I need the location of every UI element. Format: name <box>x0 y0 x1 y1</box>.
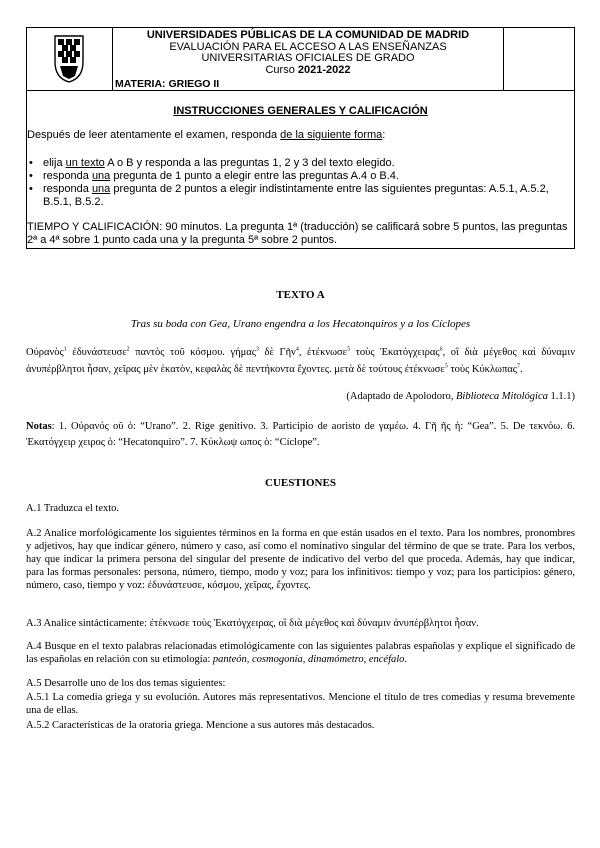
question-a4 <box>26 640 575 666</box>
bullet-icon: • <box>29 170 33 182</box>
course-line <box>113 65 503 77</box>
intro-underlined: de la siguiente forma <box>280 129 383 141</box>
greek-fragment: τοὺς Κύκλωπας <box>447 364 517 375</box>
course-label: Curso <box>265 63 298 76</box>
exam-header <box>26 27 575 91</box>
bullet-text: A o B y responda a las preguntas 1, 2 y 3 del texto elegido. <box>104 157 395 169</box>
time-and-grading: TIEMPO Y CALIFICACIÓN: 90 minutos. La pregunta 1ª (traducción) se calificará sobre 5 puntos, las preguntas 2ª a 4ª sobre 1 punto cada una y la pregunta 5ª sobre 2 puntos. <box>27 221 568 246</box>
greek-fragment: , οἳ διὰ μέγεθος καὶ δύναμιν ἀνυπέρβλητοι ἦσαν, χεῖρας μὲν ἑκατὸν, κεφαλὰς δὲ πεντήκοντα ἔχοντες. μετὰ δὲ τούτους ἐτέκνωσε <box>26 347 575 375</box>
greek-passage: Οὐρανὸς$^1$ ἐδυνάστευσε$^2$ παντὸς τοῦ κόσμου. γήμας$^3$ δὲ Γῆν$^4$, ἐτέκνωσε$^5$ τοὺς Ἑκατόγχειρας$^6$, οἳ διὰ μέγεθος καὶ δύναμιν ἀνυπέρβλητοι ἦσαν, χεῖρας μὲν ἑκατὸν, κεφαλὰς δὲ πεντήκοντα ἔχοντες. μετὰ δὲ τούτους ἐτέκνωσε$^5$ τοὺς Κύκλωπας$^7$. <box>26 346 575 375</box>
bullet-underlined: una <box>91 183 111 195</box>
header-text <box>113 30 503 76</box>
question-a5: A.5 Desarrolle uno de los dos temas siguientes: <box>26 678 226 689</box>
bullet-text: elija <box>43 157 66 169</box>
question-a3: A.3 Analice sintácticamente: ἐτέκνωσε τοὺς Ἑκατόγχειρας, οἳ διὰ μέγεθος καὶ δύναμιν ἀνυπέρβλητοι ἦσαν. <box>26 618 479 629</box>
subject-title: MATERIA: GRIEGO II <box>115 78 220 90</box>
note-ref: 1 <box>63 346 67 353</box>
greek-fragment: ἐδυνάστευσε <box>66 347 127 358</box>
course-value: 2021-2022 <box>297 63 351 76</box>
university-crest-icon <box>51 34 87 84</box>
source-work: Biblioteca Mitológica <box>456 391 548 402</box>
greek-fragment: Οὐρανὸς <box>26 347 64 358</box>
question-words: panteón, cosmogonía, dinamómetro, encéfalo <box>212 654 405 665</box>
bullet-icon: • <box>29 183 33 195</box>
bullet-text: B.5.1, B.5.2. <box>43 196 104 208</box>
greek-fragment: , ἐτέκνωσε <box>298 347 348 358</box>
note-ref: 5 <box>347 346 351 353</box>
greek-fragment: παντὸς τοῦ κόσμου. γήμας <box>129 347 256 358</box>
note-ref: 6 <box>439 346 443 353</box>
question-a5-1: A.5.1 La comedia griega y su evolución. Autores más representativos. Mencione el título de tres comedias y resuma brevemente una de ellas. <box>26 692 575 716</box>
question-a5-2: A.5.2 Características de la oratoria griega. Mencione a sus autores más destacados. <box>26 720 375 731</box>
greek-fragment: τοὺς Ἑκατόγχειρας <box>350 347 440 358</box>
bullet-text: pregunta de 2 puntos a elegir indistintamente entre las siguientes preguntas: A.5.1, A.5.2, <box>110 183 549 195</box>
question-text: . <box>404 654 408 665</box>
instructions-box <box>26 91 575 249</box>
instructions-title: INSTRUCCIONES GENERALES Y CALIFICACIÓN <box>173 105 428 117</box>
bullet-text: pregunta de 1 punto a elegir entre las preguntas A.4 o B.4. <box>110 170 399 182</box>
note-ref: 3 <box>255 346 259 353</box>
evaluation-title: EVALUACIÓN PARA EL ACCESO A LAS ENSEÑANZAS <box>169 40 447 53</box>
note-ref: 2 <box>126 346 130 353</box>
bullet-icon: • <box>29 157 33 169</box>
university-title: UNIVERSIDADES PÚBLICAS DE LA COMUNIDAD DE MADRID <box>146 29 470 41</box>
bullet-underlined: un texto <box>65 157 105 169</box>
note-ref: 5 <box>444 363 448 370</box>
question-a1: A.1 Traduzca el texto. <box>26 503 120 514</box>
source-text: 1.1.1) <box>547 391 575 402</box>
question-text: A.4 Busque en el texto palabras relacionadas etimológicamente con las siguientes palabras españolas y explique el significado de las españolas en relación con su etimología: <box>26 641 575 665</box>
notes-label: Notas <box>26 421 52 432</box>
questions-title: CUESTIONES <box>265 477 336 489</box>
note-ref: 4 <box>295 346 299 353</box>
question-a2: A.2 Analice morfológicamente los siguientes términos en la forma en que están usados en el texto. Para los nombres, pronombres y adjetivos, hay que indicar género, número y caso, así como el nominativo singular del término de que se trate. Para los verbos, hay que indicar la primera persona del singular del presente de indicativo del verbo del que proceda. Además, hay que indicar, para las formas personales: persona, número, tiempo, modo y voz; para los infinitivos: tiempo y voz; para los participios: género, número, caso, tiempo y voz: ἐδυνάστευσε, κόσμου, χεῖρας, ἔχοντες. <box>26 528 575 591</box>
logo-cell <box>27 28 113 90</box>
text-a-title: TEXTO A <box>276 289 325 301</box>
source-text: (Adaptado de Apolodoro, <box>346 391 457 402</box>
text-a-subtitle: Tras su boda con Gea, Urano engendra a los Hecatonquiros y a los Cíclopes <box>130 318 471 330</box>
bullet-text: responda <box>43 170 92 182</box>
intro-text: Después de leer atentamente el examen, responda <box>27 129 281 141</box>
notes-text: : 1. Οὐρανός οῦ ὁ: “Urano”. 2. Rige genitivo. 3. Participio de aoristo de γαμέω. 4. Γῆ ῆς ἡ: “Gea”. 5. De τεκνόω. 6. Ἑκατόγχειρ χειρος ὁ: “Hecatonquiro”. 7. Κύκλωψ ωπος ὁ: “Cíclope”. <box>26 421 575 448</box>
header-blank-cell <box>503 28 574 90</box>
text-source <box>346 391 575 402</box>
instructions-intro <box>27 129 385 142</box>
bullet-text: responda <box>43 183 92 195</box>
intro-colon: : <box>382 129 386 141</box>
note-ref: 7 <box>516 363 520 370</box>
official-title: UNIVERSITARIAS OFICIALES DE GRADO <box>201 52 415 64</box>
bullet-underlined: una <box>91 170 111 182</box>
greek-fragment: δὲ Γῆν <box>258 347 296 358</box>
notes <box>26 419 575 450</box>
